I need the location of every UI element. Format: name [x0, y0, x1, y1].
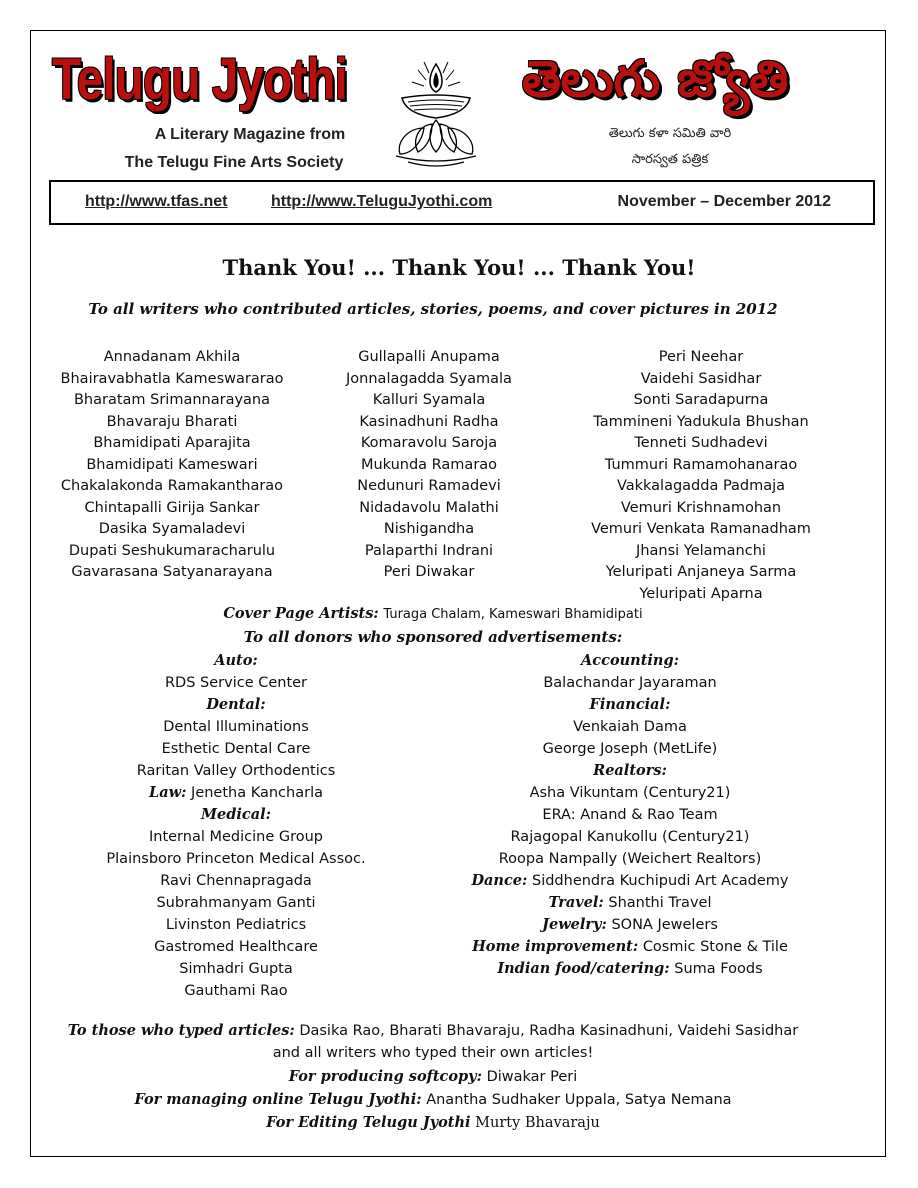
donor-name: Siddhendra Kuchipudi Art Academy: [531, 873, 789, 889]
softcopy-value: Diwakar Peri: [486, 1069, 578, 1085]
writer-name: Nidadavolu Malathi: [359, 499, 499, 516]
link-bar: [49, 180, 875, 225]
editing-line: [0, 1114, 866, 1131]
writer-name: Gavarasana Satyanarayana: [71, 564, 273, 580]
typed-articles-label: To those who typed articles:: [67, 1022, 295, 1039]
editing-value: Murty Bhavaraju: [475, 1115, 600, 1131]
donor-name: Suma Foods: [674, 961, 763, 977]
writer-name: Bhairavabhatla Kameswararao: [60, 370, 284, 387]
category-jewelry: Jewelry:: [542, 916, 607, 933]
writers-column-2: [318, 347, 540, 584]
writer-name: Vaidehi Sasidhar: [640, 370, 762, 387]
writer-name: Bhamidipati Kameswari: [86, 456, 258, 473]
writer-name: Bharatam Srimannarayana: [73, 392, 271, 408]
donor-name: Gauthami Rao: [184, 983, 288, 999]
subtitle-line-2: The Telugu Fine Arts Society: [124, 154, 344, 171]
category-law: Law:: [149, 784, 187, 801]
oil-lamp-lotus-icon: [388, 58, 484, 170]
editing-label: For Editing Telugu Jyothi: [266, 1114, 471, 1131]
cover-artists-line: [0, 605, 866, 622]
donor-name: ERA: Anand & Rao Team: [542, 807, 718, 823]
writers-column-3: [570, 347, 832, 605]
category-dance: Dance:: [471, 872, 528, 889]
donor-name: Roopa Nampally (Weichert Realtors): [498, 851, 762, 867]
donor-name: Subrahmanyam Ganti: [156, 895, 316, 911]
writer-name: Komaravolu Saroja: [360, 435, 498, 451]
cover-artists-value: Turaga Chalam, Kameswari Bhamidipati: [383, 607, 643, 622]
donor-name: Ravi Chennapragada: [160, 873, 312, 889]
writer-name: Tammineni Yadukula Bhushan: [593, 413, 809, 430]
magazine-title-telugu: తెలుగు జ్యోతి: [522, 50, 789, 108]
home-line: [450, 936, 810, 958]
writer-name: Yeluripati Aparna: [639, 585, 763, 602]
donor-name: Asha Vikuntam (Century21): [529, 785, 731, 801]
donor-name: Plainsboro Princeton Medical Assoc.: [106, 851, 366, 867]
writer-name: Kasinadhuni Radha: [359, 413, 499, 430]
donor-name: Livinston Pediatrics: [165, 917, 307, 933]
writer-name: Sonti Saradapurna: [633, 392, 769, 408]
online-value: Anantha Sudhaker Uppala, Satya Nemana: [426, 1092, 732, 1108]
category-auto: Auto:: [214, 652, 258, 669]
writer-name: Bhavaraju Bharati: [106, 413, 238, 430]
writer-name: Chintapalli Girija Sankar: [84, 499, 260, 516]
issue-date: November – December 2012: [617, 193, 831, 210]
softcopy-label: For producing softcopy:: [288, 1068, 482, 1085]
law-line: [100, 782, 372, 804]
travel-line: [450, 892, 810, 914]
writer-name: Peri Diwakar: [383, 564, 475, 580]
subtitle-telugu-line-2: సారస్వత పత్రిక: [631, 152, 709, 167]
donor-name: Jenetha Kancharla: [191, 785, 323, 801]
donor-name: Dental Illuminations: [163, 719, 309, 735]
thank-you-heading: Thank You! ... Thank You! ... Thank You!: [222, 255, 696, 280]
writers-column-1: [52, 347, 292, 584]
writer-name: Nedunuri Ramadevi: [357, 478, 501, 494]
donor-name: Raritan Valley Orthodentics: [136, 763, 336, 779]
writer-name: Dasika Syamaladevi: [98, 521, 246, 537]
writer-name: Tenneti Sudhadevi: [634, 435, 768, 451]
donor-name: Cosmic Stone & Tile: [642, 939, 788, 955]
typed-articles-line-2: and all writers who typed their own articles!: [272, 1045, 594, 1061]
magazine-title-english: Telugu Jyothi: [52, 47, 347, 112]
writer-name: Vemuri Venkata Ramanadham: [591, 521, 811, 537]
donor-name: Balachandar Jayaraman: [543, 675, 717, 691]
writer-name: Nishigandha: [383, 521, 475, 537]
donor-name: Shanthi Travel: [608, 895, 712, 911]
softcopy-line: [0, 1068, 866, 1085]
writer-name: Chakalakonda Ramakantharao: [60, 478, 284, 494]
donor-name: Internal Medicine Group: [148, 829, 324, 845]
donor-name: Rajagopal Kanukollu (Century21): [510, 829, 750, 845]
donors-right-column: [450, 650, 810, 980]
tfas-link[interactable]: http://www.tfas.net: [85, 193, 228, 210]
writer-name: Palaparthi Indrani: [364, 542, 494, 559]
category-financial: Financial:: [589, 696, 671, 713]
writer-name: Mukunda Ramarao: [360, 456, 498, 473]
category-realtors: Realtors:: [593, 762, 667, 779]
donor-name: Esthetic Dental Care: [161, 741, 311, 757]
donor-name: Venkaiah Dama: [573, 719, 687, 735]
donor-name: RDS Service Center: [164, 675, 308, 691]
writer-name: Annadanam Akhila: [103, 349, 241, 365]
donors-heading: To all donors who sponsored advertisements:: [243, 628, 623, 646]
category-home-improvement: Home improvement:: [472, 938, 639, 955]
dance-line: [450, 870, 810, 892]
category-travel: Travel:: [548, 894, 604, 911]
subtitle-line-1: A Literary Magazine from: [154, 126, 346, 143]
donors-left-column: [100, 650, 372, 1002]
writer-name: Yeluripati Anjaneya Sarma: [605, 564, 797, 580]
category-dental: Dental:: [206, 696, 266, 713]
writer-name: Peri Neehar: [658, 349, 744, 365]
typed-articles-value: Dasika Rao, Bharati Bhavaraju, Radha Kasinadhuni, Vaidehi Sasidhar: [299, 1023, 799, 1039]
writers-subheading: To all writers who contributed articles, stories, poems, and cover pictures in 2012: [88, 300, 778, 318]
writer-name: Vemuri Krishnamohan: [620, 499, 782, 516]
category-indian-food: Indian food/catering:: [497, 960, 670, 977]
writer-name: Tummuri Ramamohanarao: [604, 456, 798, 473]
writer-name: Dupati Seshukumaracharulu: [68, 542, 276, 559]
typed-articles-line: [0, 1022, 866, 1039]
donor-name: George Joseph (MetLife): [542, 741, 718, 757]
category-medical: Medical:: [200, 806, 271, 823]
writer-name: Vakkalagadda Padmaja: [616, 478, 786, 494]
writer-name: Jhansi Yelamanchi: [636, 542, 766, 559]
subtitle-telugu-line-1: తెలుగు కళా సమితి వారి: [608, 126, 732, 141]
food-line: [450, 958, 810, 980]
donor-name: SONA Jewelers: [611, 917, 718, 933]
writer-name: Jonnalagadda Syamala: [346, 370, 512, 387]
writer-name: Kalluri Syamala: [372, 392, 486, 408]
donor-name: Simhadri Gupta: [179, 961, 293, 977]
online-line: [0, 1091, 866, 1108]
jewelry-line: [450, 914, 810, 936]
donor-name: Gastromed Healthcare: [154, 939, 318, 955]
online-label: For managing online Telugu Jyothi:: [134, 1091, 422, 1108]
writer-name: Gullapalli Anupama: [358, 349, 500, 365]
cover-artists-label: Cover Page Artists:: [223, 605, 379, 622]
category-accounting: Accounting:: [581, 652, 679, 669]
writer-name: Bhamidipati Aparajita: [93, 435, 251, 451]
telugu-jyothi-link[interactable]: http://www.TeluguJyothi.com: [271, 193, 493, 210]
